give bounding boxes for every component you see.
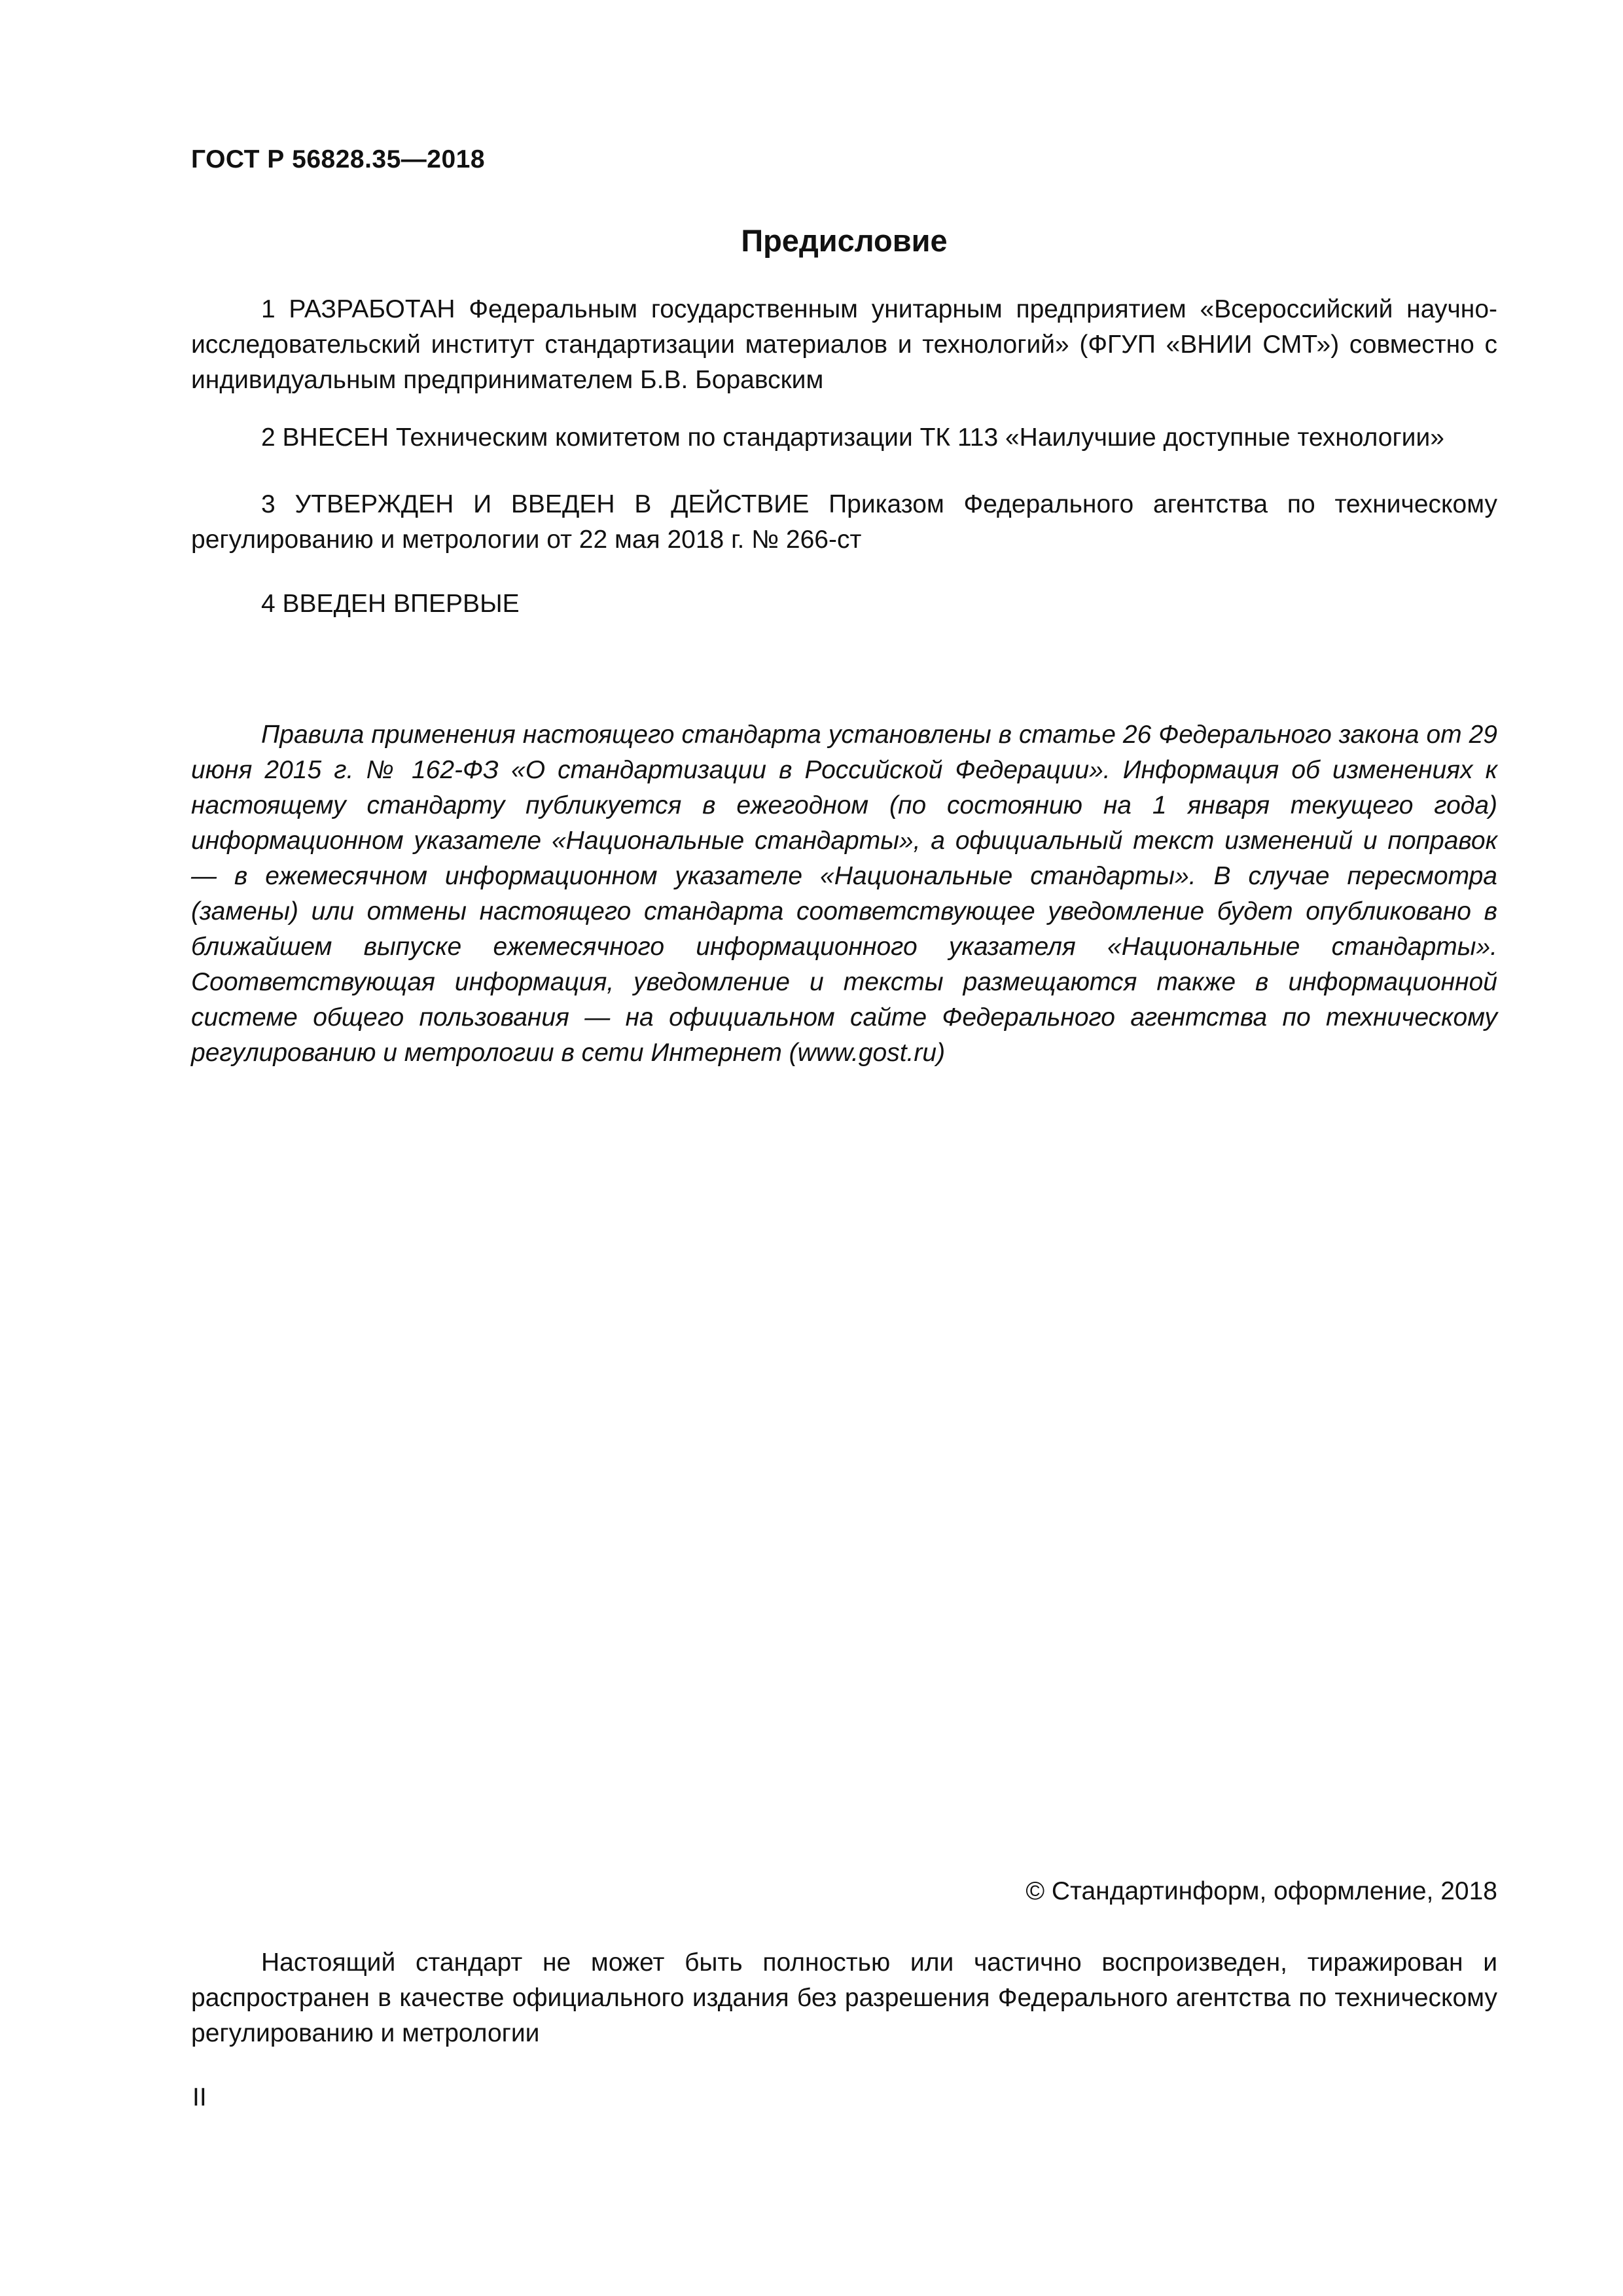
reproduction-rights-notice: Настоящий стандарт не может быть полностью или частично воспроизведен, тиражирован и распространен в качестве официального издания без разрешения Федерального агентства по техническому регулированию и метрологии (191, 1948, 1497, 2047)
document-code: ГОСТ Р 56828.35—2018 (191, 145, 486, 173)
preface-item-introduced: 4 ВВЕДЕН ВПЕРВЫЕ (261, 590, 520, 618)
application-rules-notice: Правила применения настоящего стандарта установлены в статье 26 Федерального закона от 29 июня 2015 г. № 162-ФЗ «О стандартизации в Российской Федерации». Информация об изменениях к настоящему стандарту публикуется в ежегодном (по состоянию на 1 января текущего года) информационном указателе «Национальные стандарты», а официальный текст изменений и поправок — в ежемесячном информационном указателе «Национальные стандарты». В случае пересмотра (замены) или отмены настоящего стандарта соответствующее уведомление будет опубликовано в ближайшем выпуске ежемесячного информационного указателя «Национальные стандарты». Соответствующая информация, уведомление и тексты размещаются также в информационной системе общего пользования — на официальном сайте Федерального агентства по техническому регулированию и метрологии в сети Интернет (www.gost.ru) (191, 721, 1497, 1067)
preface-item-developed: 1 РАЗРАБОТАН Федеральным государственным унитарным предприятием «Всероссийский научно-исследовательский институт стандартизации материалов и технологий» (ФГУП «ВНИИ СМТ») совместно с индивидуальным предпринимателем Б.В. Боравским (191, 295, 1497, 394)
preface-title: Предисловие (741, 223, 948, 258)
preface-item-submitted: 2 ВНЕСЕН Техническим комитетом по стандартизации ТК 113 «Наилучшие доступные технологии» (261, 423, 1444, 452)
preface-item-approved: 3 УТВЕРЖДЕН И ВВЕДЕН В ДЕЙСТВИЕ Приказом Федерального агентства по техническому регулированию и метрологии от 22 мая 2018 г. № 266-ст (191, 490, 1497, 554)
copyright-line: © Стандартинформ, оформление, 2018 (1026, 1877, 1497, 1905)
page-number: II (192, 2083, 207, 2111)
